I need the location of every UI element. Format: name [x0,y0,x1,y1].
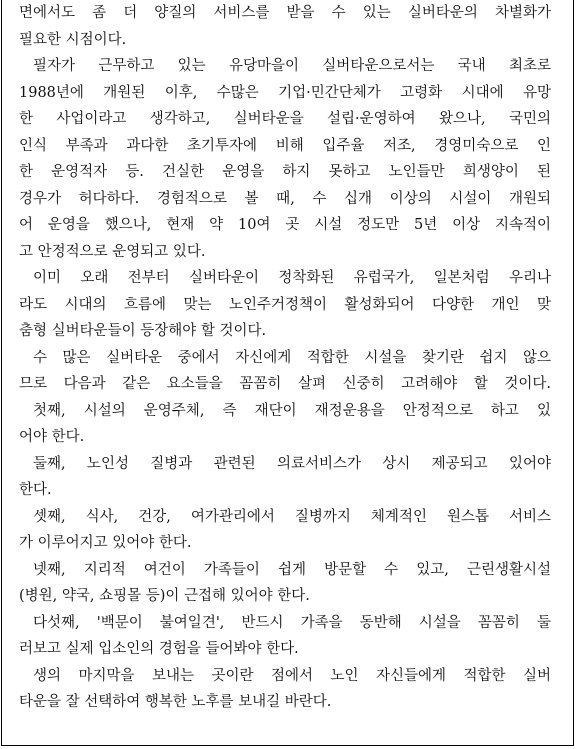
text-line: 둘째, 노인성 질병과 관련된 의료서비스가 상시 제공되고 있어야 [33,455,551,472]
text-line: 셋째, 식사, 건강, 여가관리에서 질병까지 체계적인 원스톱 서비스 [33,508,551,525]
text-line: 춤형 실버타운들이 등장해야 할 것이다. [19,323,267,339]
text-line: 필자가 근무하고 있는 유당마을이 실버타운으로서는 국내 최초로 [33,58,551,74]
text-line: 고 안정적으로 운영되고 있다. [19,243,206,260]
text-line: 한 사업이라고 생각하고, 실버타운을 설립·운영하여 왔으나, 국민의 [19,111,551,127]
text-line: 타운을 잘 선택하여 행복한 노후를 보내길 바란다. [19,694,332,710]
text-line: 인식 부족과 과다한 초기투자에 비해 입주율 저조, 경영미숙으로 인 [19,137,551,154]
text-line: 므로 다음과 같은 요소들을 꼼꼼히 살펴 신중히 고려해야 할 것이다. [19,376,551,392]
text-line: 다섯째, '백문이 불여일견', 반드시 가족을 동반해 시설을 꼼꼼히 둘 [33,614,551,631]
text-line: 넷째, 지리적 여건이 가족들이 쉽게 방문할 수 있고, 근린생활시설 [33,561,551,578]
document-body [19,0,551,716]
text-line: 필요한 시점이다. [19,31,127,48]
text-line: 1988년에 개원된 이후, 수많은 기업·민간단체가 고령화 시대에 유망 [19,84,551,101]
text-line: 경우가 허다하다. 경험적으로 볼 때, 수 십개 이상의 시설이 개원되 [19,190,551,207]
text-line: 생의 마지막을 보내는 곳이란 점에서 노인 자신들에게 적합한 실버 [33,667,551,684]
text-line: 어야 한다. [19,429,85,445]
text-line: 면에서도 좀 더 양질의 서비스를 받을 수 있는 실버타운의 차별화가 [19,5,551,21]
text-line: 한다. [19,482,52,498]
text-line: 라도 시대의 흐름에 맞는 노인주거정책이 활성화되어 다양한 개인 맞 [19,296,551,313]
text-line: 한 운영적자 등. 건실한 운영을 하지 못하고 노인들만 희생양이 된 [19,164,551,180]
text-line: 어 운영을 했으나, 현재 약 10여 곳 시설 정도만 5년 이상 지속적이 [19,217,551,233]
text-line: 가 이루어지고 있어야 한다. [19,535,192,551]
text-line: (병원, 약국, 쇼핑몰 등)이 근접해 있어야 한다. [19,588,310,604]
text-line: 수 많은 실버타운 중에서 자신에게 적합한 시설을 찾기란 쉽지 않으 [33,349,551,366]
text-line: 첫째, 시설의 운영주체, 즉 재단이 재정운용을 안정적으로 하고 있 [33,402,551,419]
text-line: 러보고 실제 입소인의 경험을 들어봐야 한다. [19,641,299,657]
text-line: 이미 오래 전부터 실버타운이 정착화된 유럽국가, 일본처럼 우리나 [33,270,551,286]
